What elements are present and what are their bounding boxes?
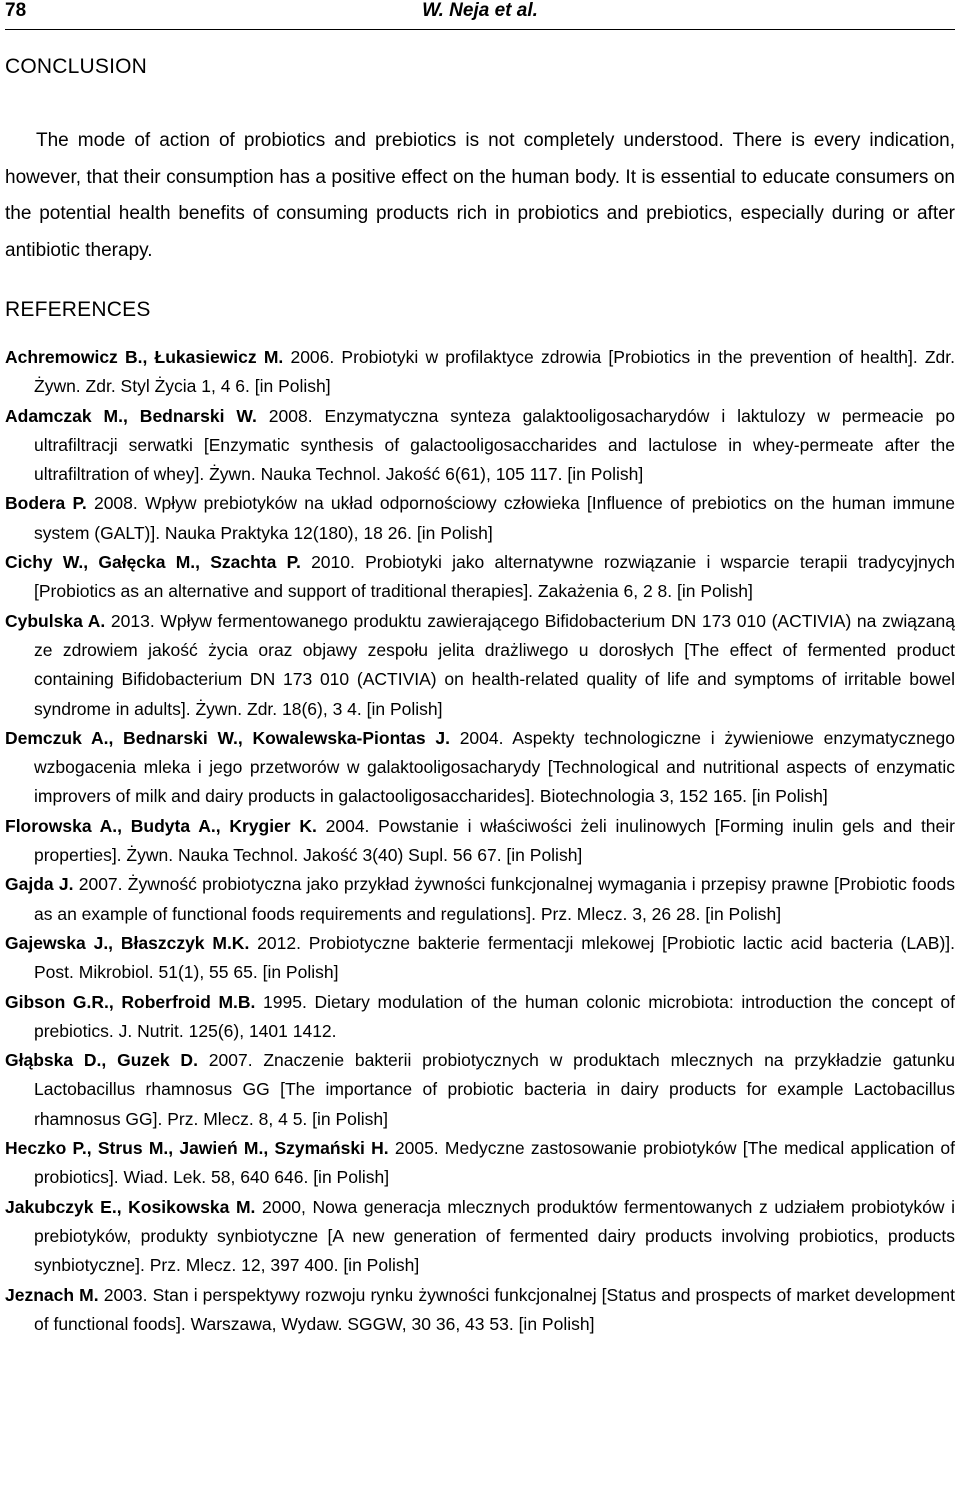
reference-authors: Heczko P., Strus M., Jawień M., Szymański H. bbox=[5, 1138, 389, 1159]
reference-entry bbox=[5, 1046, 955, 1134]
reference-details: 2013. Wpływ fermentowanego produktu zawierającego Bifidobacterium DN 173 010 (ACTIVIA) na związaną ze zdrowiem jakość życia oraz objawy zespołu jelita drażliwego u dorosłych [The effect of fermented product containing Bifidobacterium DN 173 010 (ACTIVIA) on health-related quality of life and symptoms of irritable bowel syndrome in adults]. Żywn. Zdr. 18(6), 3 4. [in Polish] bbox=[34, 610, 955, 719]
reference-details: 2004. Aspekty technologiczne i żywieniowe enzymatycznego wzbogacenia mleka i jego przetworów w galaktooligosacharydy [Technological and nutritional aspects of enzymatic improvers of milk and dairy products in galactooligosaccharides]. Biotechnologia 3, 152 165. [in Polish] bbox=[34, 727, 955, 807]
reference-details: 2000, Nowa generacja mlecznych produktów fermentowanych z udziałem probiotyków i prebiotyków, produkty synbiotyczne [A new generation of fermented dairy products involving probiotics, products synbiotyczne]. Prz. Mlecz. 12, 397 400. [in Polish] bbox=[34, 1196, 955, 1276]
reference-authors: Jeznach M. bbox=[5, 1284, 99, 1305]
reference-entry bbox=[5, 1193, 955, 1281]
reference-entry bbox=[5, 812, 955, 871]
reference-authors: Adamczak M., Bednarski W. bbox=[5, 405, 257, 426]
reference-entry bbox=[5, 1281, 955, 1340]
reference-list bbox=[5, 343, 955, 1339]
reference-authors: Jakubczyk E., Kosikowska M. bbox=[5, 1196, 256, 1217]
running-header bbox=[5, 0, 955, 24]
reference-entry bbox=[5, 607, 955, 724]
reference-entry bbox=[5, 489, 955, 548]
reference-entry bbox=[5, 343, 955, 402]
reference-entry bbox=[5, 402, 955, 490]
references-heading: REFERENCES bbox=[5, 298, 151, 321]
reference-details: 2008. Enzymatyczna synteza galaktooligosacharydów i laktulozy w permeacie po ultrafiltracji serwatki [Enzymatic synthesis of galactooligosaccharides and lactulose in whey-permeate after the ultrafiltration of whey]. Żywn. Nauka Technol. Jakość 6(61), 105 117. [in Polish] bbox=[34, 405, 955, 485]
reference-authors: Bodera P. bbox=[5, 493, 87, 514]
reference-details: 2004. Powstanie i właściwości żeli inulinowych [Forming inulin gels and their properties]. Żywn. Nauka Technol. Jakość 3(40) Supl. 56 67. [in Polish] bbox=[34, 815, 955, 866]
reference-authors: Głąbska D., Guzek D. bbox=[5, 1050, 198, 1071]
reference-entry bbox=[5, 870, 955, 929]
reference-authors: Achremowicz B., Łukasiewicz M. bbox=[5, 347, 284, 367]
reference-entry bbox=[5, 929, 955, 988]
reference-entry bbox=[5, 1134, 955, 1193]
reference-authors: Gajewska J., Błaszczyk M.K. bbox=[5, 932, 250, 953]
reference-details: 2007. Żywność probiotyczna jako przykład żywności funkcjonalnej wymagania i przepisy prawne [Probiotic foods as an example of functional foods requirements and regulations]. Prz. Mlecz. 3, 26 28. [in Polish] bbox=[34, 874, 955, 924]
reference-authors: Florowska A., Budyta A., Krygier K. bbox=[5, 815, 317, 836]
page-number: 78 bbox=[5, 0, 27, 21]
reference-entry bbox=[5, 988, 955, 1047]
reference-entry bbox=[5, 724, 955, 812]
reference-details: 2010. Probiotyki jako alternatywne rozwiązanie i wsparcie terapii tradycyjnych [Probiotics as an alternative and support of traditional therapies]. Zakażenia 6, 2 8. [in Polish] bbox=[34, 552, 955, 602]
reference-details: 2006. Probiotyki w profilaktyce zdrowia [Probiotics in the prevention of health]. Zdr. Żywn. Zdr. Styl Życia 1, 4 6. [in Polish] bbox=[34, 347, 956, 397]
reference-details: 2003. Stan i perspektywy rozwoju rynku żywności funkcjonalnej [Status and prospects of market development of functional foods]. Warszawa, Wydaw. SGGW, 30 36, 43 53. [in Polish] bbox=[34, 1284, 955, 1334]
reference-authors: Cichy W., Gałęcka M., Szachta P. bbox=[5, 552, 301, 573]
reference-authors: Gibson G.R., Roberfroid M.B. bbox=[5, 991, 256, 1012]
reference-authors: Gajda J. bbox=[5, 874, 74, 895]
reference-details: 2005. Medyczne zastosowanie probiotyków [The medical application of probiotics]. Wiad. Lek. 58, 640 646. [in Polish] bbox=[34, 1138, 955, 1188]
reference-authors: Cybulska A. bbox=[5, 610, 106, 631]
reference-details: 1995. Dietary modulation of the human colonic microbiota: introduction the concept of prebiotics. J. Nutrit. 125(6), 1401 1412. bbox=[34, 991, 955, 1041]
reference-details: 2008. Wpływ prebiotyków na układ odpornościowy człowieka [Influence of prebiotics on the human immune system (GALT)]. Nauka Praktyka 12(180), 18 26. [in Polish] bbox=[34, 493, 955, 543]
running-head-authors: W. Neja et al. bbox=[422, 0, 538, 21]
header-rule bbox=[5, 29, 955, 30]
reference-details: 2007. Znaczenie bakterii probiotycznych w produktach mlecznych na przykładzie gatunku Lactobacillus rhamnosus GG [The importance of probiotic bacteria in dairy products for example Lactobacillus rhamnosus GG]. Prz. Mlecz. 8, 4 5. [in Polish] bbox=[34, 1050, 955, 1129]
reference-authors: Demczuk A., Bednarski W., Kowalewska-Piontas J. bbox=[5, 727, 450, 748]
conclusion-heading: CONCLUSION bbox=[5, 55, 148, 78]
reference-details: 2012. Probiotyczne bakterie fermentacji mlekowej [Probiotic lactic acid bacteria (LAB)]. Post. Mikrobiol. 51(1), 55 65. [in Polish] bbox=[34, 932, 955, 983]
conclusion-paragraph: The mode of action of probiotics and prebiotics is not completely understood. There is every indication, however, that their consumption has a positive effect on the human body. It is essential to educate consumers on the potential health benefits of consuming products rich in probiotics and prebiotics, especially during or after antibiotic therapy. bbox=[5, 130, 955, 262]
reference-entry bbox=[5, 548, 955, 607]
